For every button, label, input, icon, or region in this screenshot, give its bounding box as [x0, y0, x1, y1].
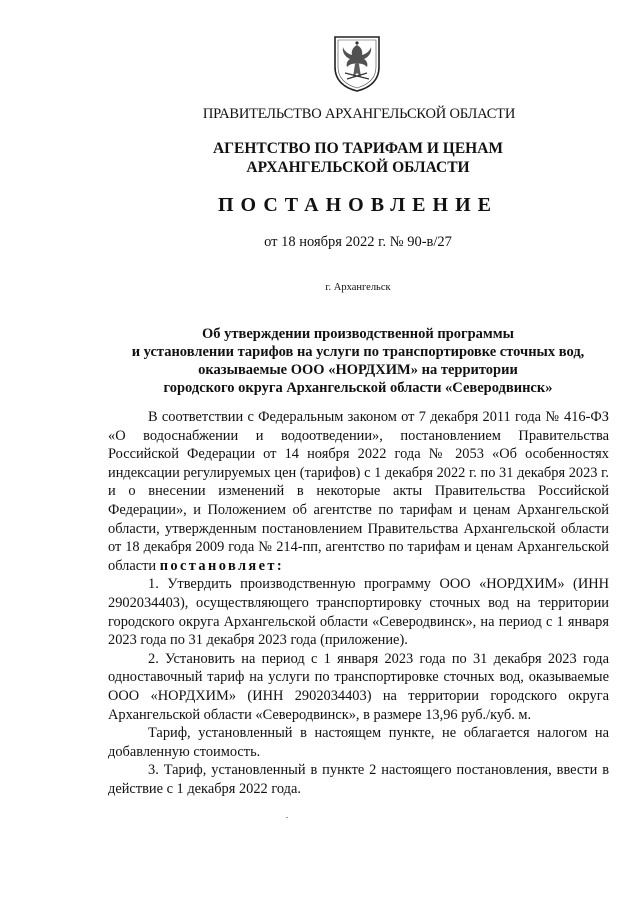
document-body	[108, 408, 609, 798]
coat-of-arms-emblem	[331, 33, 383, 93]
agency-name-line2: АРХАНГЕЛЬСКОЙ ОБЛАСТИ	[246, 159, 470, 176]
preamble-paragraph	[108, 408, 609, 575]
resolves-word: постановляет:	[159, 557, 285, 574]
item-2-note-paragraph: Тариф, установленный в настоящем пункте, не облагается налогом на добавленную стоимость.	[108, 725, 609, 760]
decree-heading: ПОСТАНОВЛЕНИЕ	[218, 194, 498, 216]
city-name: г. Архангельск	[325, 282, 391, 293]
title-line1: Об утверждении производственной программы	[202, 326, 514, 342]
agency-name	[0, 139, 640, 177]
item-1-paragraph: 1. Утвердить производственную программу ООО «НОРДХИМ» (ИНН 2902034403), осуществляющего транспортировку сточных вод на территории городского округа Архангельской области «Северодвинск», на период с 1 января 2023 года по 31 декабря 2023 года (приложение).	[108, 576, 609, 649]
agency-name-line1: АГЕНТСТВО ПО ТАРИФАМ И ЦЕНАМ	[212, 140, 504, 157]
item-2-paragraph: 2. Установить на период с 1 января 2023 года по 31 декабря 2023 года одноставочный тариф на услуги по транспортировке сточных вод, оказываемые ООО «НОРДХИМ» (ИНН 2902034403) на территории городского округа Архангельской области «Северодвинск», в размере 13,96 руб./куб. м.	[108, 650, 609, 723]
preamble-text: В соответствии с Федеральным законом от 7 декабря 2011 года № 416-ФЗ «О водоснабжении и водоотведении», постановлением Правительства Российской Федерации от 14 ноября 2022 года № 2053 «Об особенностях индексации регулируемых цен (тарифов) с 1 декабря 2022 г. по 31 декабря 2023 г. и о внесении изменений в некоторые акты Правительства Российской Федерации», и Положением об агентстве по тарифам и ценам Архангельской области, утвержденным постановлением Правительства Архангельской области от 18 декабря 2009 года № 214-пп, агентство по тарифам и ценам Архангельской области	[108, 409, 609, 574]
decree-date-number: от 18 ноября 2022 г. № 90-в/27	[264, 234, 452, 250]
government-name: ПРАВИТЕЛЬСТВО АРХАНГЕЛЬСКОЙ ОБЛАСТИ	[202, 106, 516, 122]
title-line4: городского округа Архангельской области «Северодвинск»	[163, 380, 553, 396]
item-3-paragraph: 3. Тариф, установленный в пункте 2 настоящего постановления, ввести в действие с 1 декабря 2022 года.	[108, 762, 609, 797]
title-line2: и установлении тарифов на услуги по транспортировке сточных вод,	[131, 344, 585, 360]
document-title	[0, 325, 640, 397]
scan-artifact	[286, 817, 288, 818]
title-line3: оказываемые ООО «НОРДХИМ» на территории	[198, 362, 518, 378]
